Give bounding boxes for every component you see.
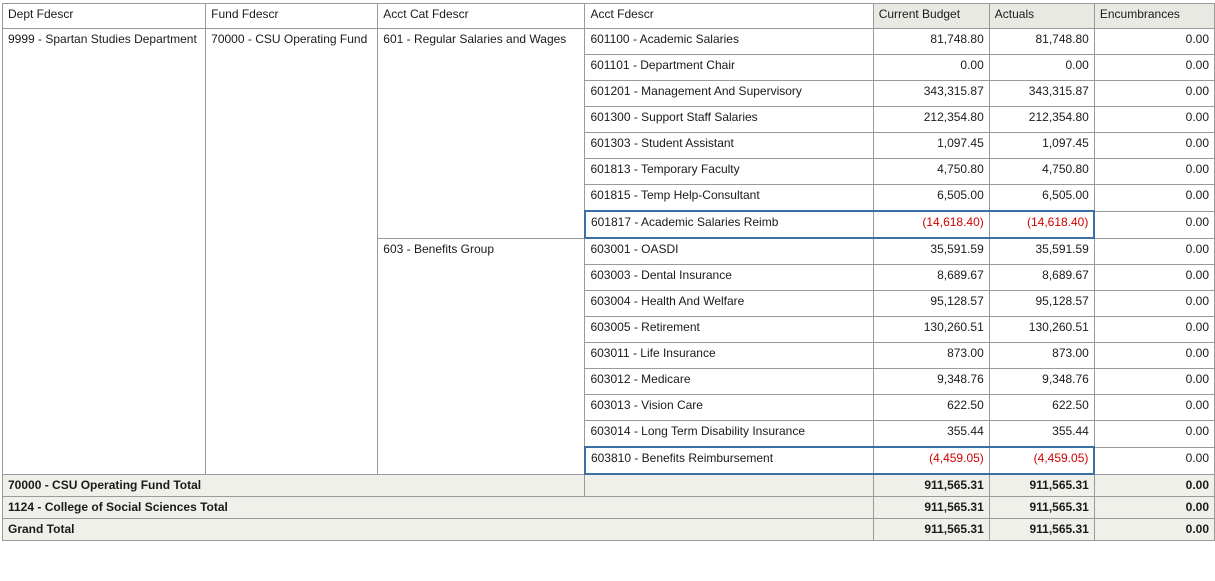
current-budget-cell: 873.00	[873, 343, 989, 369]
college-total-encumbrances: 0.00	[1094, 497, 1214, 519]
fund-total-row	[3, 474, 1215, 497]
encumbrances-cell: 0.00	[1094, 369, 1214, 395]
encumbrances-cell: 0.00	[1094, 291, 1214, 317]
acct-cell: 603013 - Vision Care	[585, 395, 873, 421]
encumbrances-cell: 0.00	[1094, 317, 1214, 343]
encumbrances-cell: 0.00	[1094, 81, 1214, 107]
actuals-cell: 212,354.80	[989, 107, 1094, 133]
actuals-cell: 1,097.45	[989, 133, 1094, 159]
actuals-cell: 9,348.76	[989, 369, 1094, 395]
column-header-dept[interactable]: Dept Fdescr	[3, 4, 206, 29]
column-header-fund[interactable]: Fund Fdescr	[206, 4, 378, 29]
college-total-actuals: 911,565.31	[989, 497, 1094, 519]
table-row	[3, 29, 1215, 55]
fund-total-spacer	[585, 474, 873, 497]
fund-total-encumbrances: 0.00	[1094, 474, 1214, 497]
encumbrances-cell: 0.00	[1094, 238, 1214, 265]
acct-cat-cell: 601 - Regular Salaries and Wages	[378, 29, 585, 239]
acct-cell: 601300 - Support Staff Salaries	[585, 107, 873, 133]
encumbrances-cell: 0.00	[1094, 185, 1214, 212]
current-budget-cell: 622.50	[873, 395, 989, 421]
column-header-acct[interactable]: Acct Fdescr	[585, 4, 873, 29]
acct-cell: 601815 - Temp Help-Consultant	[585, 185, 873, 212]
grand-total-actuals: 911,565.31	[989, 519, 1094, 541]
actuals-cell: 4,750.80	[989, 159, 1094, 185]
column-header-actuals[interactable]: Actuals	[989, 4, 1094, 29]
actuals-cell: 873.00	[989, 343, 1094, 369]
encumbrances-cell: 0.00	[1094, 107, 1214, 133]
current-budget-cell: 343,315.87	[873, 81, 989, 107]
acct-cell: 601100 - Academic Salaries	[585, 29, 873, 55]
current-budget-cell: 81,748.80	[873, 29, 989, 55]
current-budget-cell: 35,591.59	[873, 238, 989, 265]
acct-cell: 603012 - Medicare	[585, 369, 873, 395]
acct-cell: 603011 - Life Insurance	[585, 343, 873, 369]
acct-cell: 603003 - Dental Insurance	[585, 265, 873, 291]
acct-cell: 601201 - Management And Supervisory	[585, 81, 873, 107]
actuals-cell: 35,591.59	[989, 238, 1094, 265]
fund-total-actuals: 911,565.31	[989, 474, 1094, 497]
table-header	[3, 4, 1215, 29]
current-budget-cell: 9,348.76	[873, 369, 989, 395]
acct-cell: 601303 - Student Assistant	[585, 133, 873, 159]
fund-cell: 70000 - CSU Operating Fund	[206, 29, 378, 475]
current-budget-cell: 130,260.51	[873, 317, 989, 343]
college-total-current-budget: 911,565.31	[873, 497, 989, 519]
grand-total-encumbrances: 0.00	[1094, 519, 1214, 541]
encumbrances-cell: 0.00	[1094, 211, 1214, 238]
actuals-cell: 130,260.51	[989, 317, 1094, 343]
acct-cell: 603001 - OASDI	[585, 238, 873, 265]
encumbrances-cell: 0.00	[1094, 159, 1214, 185]
current-budget-cell: 0.00	[873, 55, 989, 81]
budget-report-table	[2, 3, 1215, 541]
dept-cell: 9999 - Spartan Studies Department	[3, 29, 206, 475]
column-header-acct-cat[interactable]: Acct Cat Fdescr	[378, 4, 585, 29]
grand-total-row	[3, 519, 1215, 541]
encumbrances-cell: 0.00	[1094, 421, 1214, 448]
encumbrances-cell: 0.00	[1094, 395, 1214, 421]
actuals-cell: 6,505.00	[989, 185, 1094, 212]
acct-cell: 603810 - Benefits Reimbursement	[585, 447, 873, 474]
encumbrances-cell: 0.00	[1094, 447, 1214, 474]
encumbrances-cell: 0.00	[1094, 265, 1214, 291]
current-budget-cell: 6,505.00	[873, 185, 989, 212]
current-budget-cell: 355.44	[873, 421, 989, 448]
actuals-cell: 622.50	[989, 395, 1094, 421]
encumbrances-cell: 0.00	[1094, 133, 1214, 159]
actuals-cell: 343,315.87	[989, 81, 1094, 107]
actuals-cell: (4,459.05)	[989, 447, 1094, 474]
current-budget-cell: (4,459.05)	[873, 447, 989, 474]
encumbrances-cell: 0.00	[1094, 55, 1214, 81]
current-budget-cell: 212,354.80	[873, 107, 989, 133]
current-budget-cell: 95,128.57	[873, 291, 989, 317]
current-budget-cell: 4,750.80	[873, 159, 989, 185]
current-budget-cell: (14,618.40)	[873, 211, 989, 238]
actuals-cell: 0.00	[989, 55, 1094, 81]
encumbrances-cell: 0.00	[1094, 343, 1214, 369]
grand-total-label: Grand Total	[3, 519, 874, 541]
acct-cell: 603004 - Health And Welfare	[585, 291, 873, 317]
actuals-cell: (14,618.40)	[989, 211, 1094, 238]
college-total-label: 1124 - College of Social Sciences Total	[3, 497, 874, 519]
acct-cell: 603005 - Retirement	[585, 317, 873, 343]
current-budget-cell: 8,689.67	[873, 265, 989, 291]
acct-cell: 601101 - Department Chair	[585, 55, 873, 81]
acct-cell: 601813 - Temporary Faculty	[585, 159, 873, 185]
acct-cell: 603014 - Long Term Disability Insurance	[585, 421, 873, 448]
encumbrances-cell: 0.00	[1094, 29, 1214, 55]
acct-cell: 601817 - Academic Salaries Reimb	[585, 211, 873, 238]
actuals-cell: 95,128.57	[989, 291, 1094, 317]
header-row	[3, 4, 1215, 29]
actuals-cell: 81,748.80	[989, 29, 1094, 55]
fund-total-current-budget: 911,565.31	[873, 474, 989, 497]
actuals-cell: 8,689.67	[989, 265, 1094, 291]
grand-total-current-budget: 911,565.31	[873, 519, 989, 541]
current-budget-cell: 1,097.45	[873, 133, 989, 159]
column-header-encumbrances[interactable]: Encumbrances	[1094, 4, 1214, 29]
college-total-row	[3, 497, 1215, 519]
fund-total-label: 70000 - CSU Operating Fund Total	[3, 474, 585, 497]
acct-cat-cell: 603 - Benefits Group	[378, 238, 585, 474]
table-body	[3, 29, 1215, 541]
column-header-current-budget[interactable]: Current Budget	[873, 4, 989, 29]
actuals-cell: 355.44	[989, 421, 1094, 448]
